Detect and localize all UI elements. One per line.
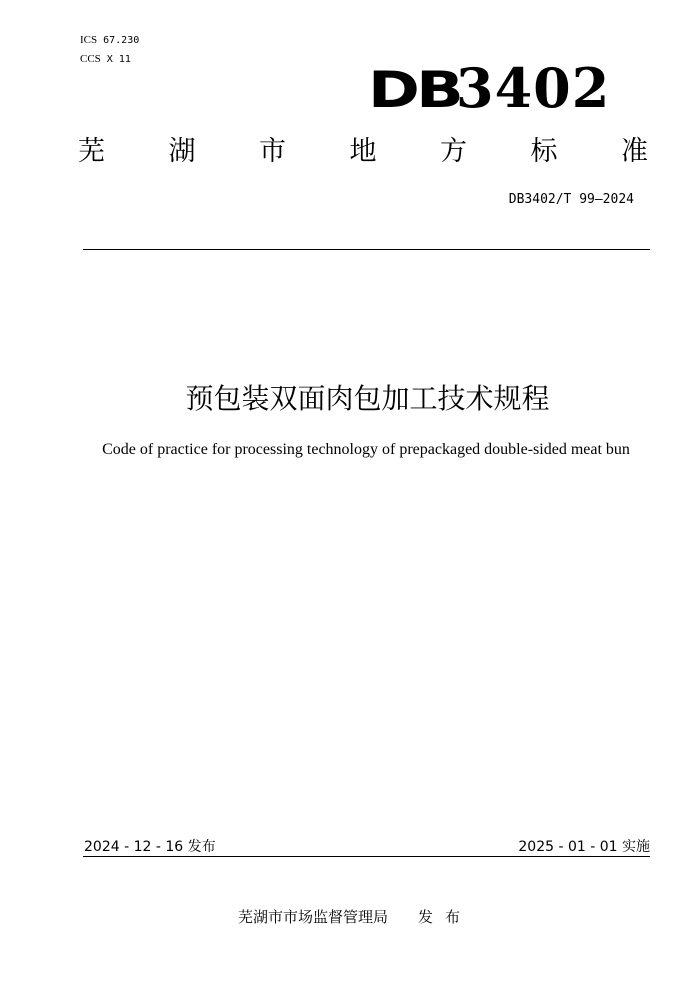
top-divider	[83, 249, 650, 250]
title-english: Code of practice for processing technology of prepackaged double-sided meat bun	[102, 441, 630, 458]
issuer-name: 芜湖市市场监督管理局	[238, 908, 389, 926]
ccs-line	[80, 53, 131, 66]
ccs-label: CCS	[80, 53, 101, 65]
category-char: 标	[530, 136, 558, 167]
category-char: 芜	[78, 136, 105, 167]
standard-code: DB3402/T 99—2024	[508, 192, 634, 207]
category-char: 方	[440, 136, 467, 167]
standard-category	[78, 134, 648, 170]
ics-line	[80, 34, 139, 47]
ics-value: 67.230	[103, 35, 140, 46]
category-char: 湖	[168, 136, 196, 167]
effective-date: 2025 - 01 - 01 实施	[518, 839, 650, 855]
ccs-value: X 11	[106, 54, 131, 65]
category-char: 市	[259, 136, 286, 167]
title-chinese: 预包装双面肉包加工技术规程	[185, 382, 550, 415]
ics-label: ICS	[80, 34, 98, 46]
category-char: 准	[621, 136, 648, 167]
release-date: 2024 - 12 - 16 发布	[84, 839, 216, 855]
issue-verb: 发布	[418, 908, 473, 926]
logo-prefix: DB	[368, 61, 461, 119]
category-char: 地	[349, 136, 377, 167]
bottom-divider	[83, 856, 650, 857]
issuer-line	[238, 906, 472, 927]
logo-number: 3402	[456, 56, 611, 120]
db-logo	[368, 56, 611, 120]
